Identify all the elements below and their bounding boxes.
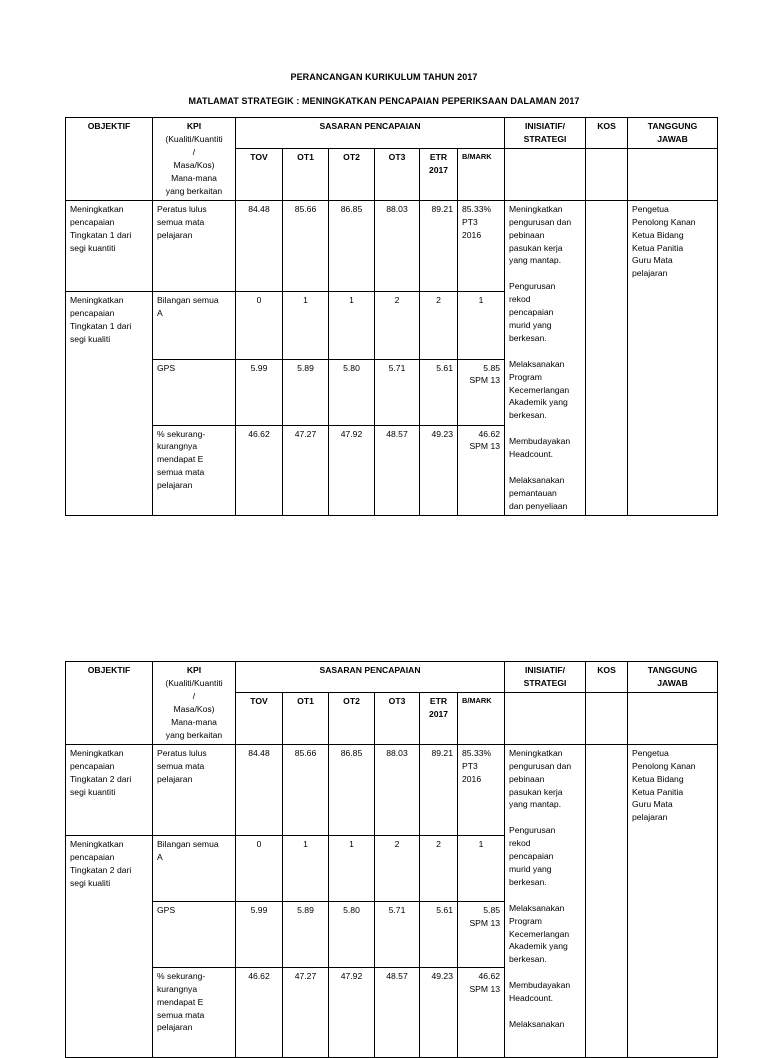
header-etr: ETR 2017 [420,148,458,200]
cell-tov: 84.48 [236,744,283,835]
header-kpi-title: KPI [186,665,202,675]
cell-inisiatif: Meningkatkan pengurusan dan pebinaan pasukan kerja yang mantap. Pengurusan rekod pencapaian murid yang berkesan. Melaksanakan Program Kecemerlangan Akademik yang berkesan. Membudayakan Headcount. Melaksanakan pemantauan dan penyeliaan [505,200,586,515]
cell-bmark: 85.33% PT3 2016 [458,200,505,291]
header-blank-kos [586,692,628,744]
cell-kpi: Peratus lulus semua mata pelajaran [153,200,236,291]
cell-bmark: 46.62 SPM 13 [458,425,505,515]
cell-bmark: 1 [458,291,505,359]
cell-ot2: 5.80 [329,901,375,967]
header-blank-tanggung [628,692,718,744]
cell-ot2: 47.92 [329,967,375,1057]
cell-kpi: % sekurang- kurangnya mendapat E semua mata pelajaran [153,425,236,515]
header-sasaran: SASARAN PENCAPAIAN [236,662,505,693]
header-blank-inisiatif [505,692,586,744]
header-tov: TOV [236,692,283,744]
cell-bmark: 1 [458,835,505,901]
cell-tov: 5.99 [236,901,283,967]
cell-etr: 89.21 [420,744,458,835]
cell-kpi: % sekurang- kurangnya mendapat E semua mata pelajaran [153,967,236,1057]
cell-tov: 0 [236,835,283,901]
cell-ot3: 88.03 [375,200,420,291]
document-title: PERANCANGAN KURIKULUM TAHUN 2017 [290,72,478,82]
header-etr: ETR 2017 [420,692,458,744]
table-row [66,200,718,291]
cell-tov: 84.48 [236,200,283,291]
header-tanggung-jawab: TANGGUNG JAWAB [628,662,718,693]
cell-bmark: 46.62 SPM 13 [458,967,505,1057]
cell-objektif: Meningkatkan pencapaian Tingkatan 1 dari segi kualiti [66,291,153,515]
header-kpi-title: KPI [186,121,202,131]
cell-bmark: 5.85 SPM 13 [458,901,505,967]
cell-tov: 46.62 [236,425,283,515]
cell-objektif: Meningkatkan pencapaian Tingkatan 2 dari segi kualiti [66,835,153,1057]
cell-tanggung-jawab: Pengetua Penolong Kanan Ketua Bidang Ketua Panitia Guru Mata pelajaran [628,744,718,1057]
cell-etr: 49.23 [420,425,458,515]
header-kos: KOS [586,662,628,693]
header-kpi [153,118,236,201]
cell-objektif: Meningkatkan pencapaian Tingkatan 2 dari segi kuantiti [66,744,153,835]
cell-ot3: 88.03 [375,744,420,835]
cell-kpi: Peratus lulus semua mata pelajaran [153,744,236,835]
cell-ot2: 1 [329,291,375,359]
cell-etr: 2 [420,291,458,359]
header-blank-tanggung [628,148,718,200]
header-kpi [153,662,236,745]
cell-ot1: 85.66 [283,200,329,291]
cell-etr: 5.61 [420,901,458,967]
cell-kpi: Bilangan semua A [153,291,236,359]
strategic-goal-title: MATLAMAT STRATEGIK : MENINGKATKAN PENCAPAIAN PEPERIKSAAN DALAMAN 2017 [188,96,580,106]
cell-etr: 49.23 [420,967,458,1057]
cell-ot1: 47.27 [283,967,329,1057]
cell-etr: 2 [420,835,458,901]
header-ot3: OT3 [375,692,420,744]
cell-ot1: 47.27 [283,425,329,515]
cell-etr: 89.21 [420,200,458,291]
header-ot2: OT2 [329,148,375,200]
cell-tanggung-jawab: Pengetua Penolong Kanan Ketua Bidang Ketua Panitia Guru Mata pelajaran [628,200,718,515]
cell-ot2: 47.92 [329,425,375,515]
header-row [66,118,718,149]
cell-ot3: 2 [375,291,420,359]
cell-tov: 46.62 [236,967,283,1057]
header-inisiatif: INISIATIF/ STRATEGI [505,662,586,693]
cell-ot2: 86.85 [329,744,375,835]
cell-ot2: 86.85 [329,200,375,291]
cell-tov: 0 [236,291,283,359]
header-ot2: OT2 [329,692,375,744]
header-tov: TOV [236,148,283,200]
cell-ot3: 48.57 [375,967,420,1057]
cell-ot3: 5.71 [375,359,420,425]
cell-kos [586,200,628,515]
table-row [66,744,718,835]
header-tanggung-jawab: TANGGUNG JAWAB [628,118,718,149]
cell-kpi: GPS [153,901,236,967]
cell-kpi: Bilangan semua A [153,835,236,901]
curriculum-table-form-1 [65,117,718,516]
cell-bmark: 85.33% PT3 2016 [458,744,505,835]
cell-kos [586,744,628,1057]
cell-objektif: Meningkatkan pencapaian Tingkatan 1 dari segi kuantiti [66,200,153,291]
header-bmark: B/MARK [458,148,505,200]
header-kpi-sub: (Kualiti/Kuantiti / Masa/Kos) Mana-mana yang berkaitan [165,677,223,740]
header-inisiatif: INISIATIF/ STRATEGI [505,118,586,149]
cell-bmark: 5.85 SPM 13 [458,359,505,425]
header-kpi-sub: (Kualiti/Kuantiti / Masa/Kos) Mana-mana yang berkaitan [165,133,223,196]
cell-ot1: 85.66 [283,744,329,835]
header-ot3: OT3 [375,148,420,200]
cell-etr: 5.61 [420,359,458,425]
header-objektif: OBJEKTIF [66,118,153,201]
header-blank-inisiatif [505,148,586,200]
cell-ot2: 1 [329,835,375,901]
header-ot1: OT1 [283,148,329,200]
cell-ot1: 1 [283,835,329,901]
header-bmark: B/MARK [458,692,505,744]
cell-ot1: 5.89 [283,901,329,967]
curriculum-table-form-2 [65,661,718,1058]
cell-inisiatif: Meningkatkan pengurusan dan pebinaan pasukan kerja yang mantap. Pengurusan rekod pencapaian murid yang berkesan. Melaksanakan Program Kecemerlangan Akademik yang berkesan. Membudayakan Headcount. Melaksanakan [505,744,586,1057]
cell-tov: 5.99 [236,359,283,425]
cell-ot2: 5.80 [329,359,375,425]
header-row [66,662,718,693]
header-objektif: OBJEKTIF [66,662,153,745]
header-ot1: OT1 [283,692,329,744]
cell-ot3: 48.57 [375,425,420,515]
cell-ot3: 2 [375,835,420,901]
cell-kpi: GPS [153,359,236,425]
header-blank-kos [586,148,628,200]
cell-ot3: 5.71 [375,901,420,967]
header-kos: KOS [586,118,628,149]
cell-ot1: 1 [283,291,329,359]
header-sasaran: SASARAN PENCAPAIAN [236,118,505,149]
cell-ot1: 5.89 [283,359,329,425]
